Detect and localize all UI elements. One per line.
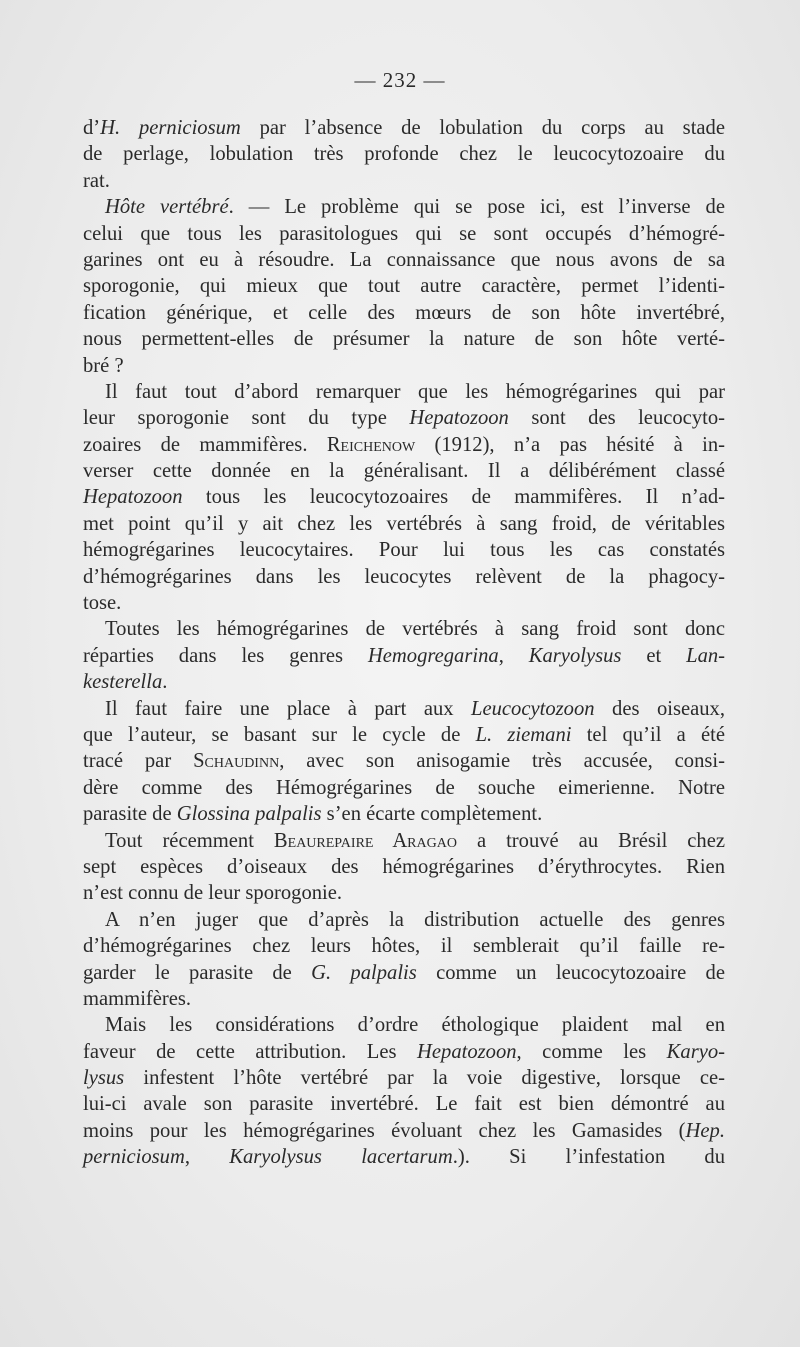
text-line: d’hémogrégarines dans les leucocytes relèvent de la phagocy-: [83, 565, 725, 588]
text-line: leur sporogonie sont du type Hepatozoon sont des leucocyto-: [83, 407, 725, 430]
text-line: garder le parasite de G. palpalis comme un leucocytozoaire de: [83, 961, 725, 984]
text-line: tracé par Schaudinn, avec son anisogamie très accusée, consi-: [83, 750, 725, 773]
text-line: réparties dans les genres Hemogregarina, Karyolysus et Lan-: [83, 644, 726, 667]
text-line: parasite de Glossina palpalis s’en écarte complètement.: [83, 803, 543, 826]
text-line: met point qu’il y ait chez les vertébrés à sang froid, de véritables: [83, 512, 725, 535]
text-line: perniciosum, Karyolysus lacertarum.). Si l’infestation du: [83, 1146, 725, 1169]
text-line: mammifères.: [83, 987, 192, 1010]
text-line: Mais les considérations d’ordre éthologique plaident mal en: [105, 1014, 725, 1037]
text-line: Il faut faire une place à part aux Leucocytozoon des oiseaux,: [105, 697, 725, 720]
text-line: bré ?: [83, 354, 124, 377]
text-line: Hepatozoon tous les leucocytozoaires de mammifères. Il n’ad-: [83, 486, 725, 509]
text-line: lysus infestent l’hôte vertébré par la voie digestive, lorsque ce-: [83, 1067, 725, 1090]
text-line: hémogrégarines leucocytaires. Pour lui tous les cas constatés: [83, 539, 725, 562]
text-line: kesterella.: [83, 671, 168, 694]
text-line: Toutes les hémogrégarines de vertébrés à sang froid sont donc: [105, 618, 725, 641]
text-line: verser cette donnée en la généralisant. Il a délibérément classé: [83, 460, 725, 483]
text-line: moins pour les hémogrégarines évoluant chez les Gamasides (Hep.: [83, 1119, 725, 1142]
text-line: zoaires de mammifères. Reichenow (1912), n’a pas hésité à in-: [83, 433, 725, 456]
text-line: lui-ci avale son parasite invertébré. Le fait est bien démontré au: [83, 1093, 725, 1116]
text-line: faveur de cette attribution. Les Hepatozoon, comme les Karyo-: [83, 1040, 725, 1063]
text-line: Hôte vertébré. — Le problème qui se pose ici, est l’inverse de: [105, 196, 725, 219]
text-line: sporogonie, qui mieux que tout autre caractère, permet l’identi-: [83, 275, 725, 298]
text-line: d’hémogrégarines chez leurs hôtes, il semblerait qu’il faille re-: [83, 935, 725, 958]
text-line: garines ont eu à résoudre. La connaissance que nous avons de sa: [83, 248, 725, 271]
text-line: rat.: [83, 169, 110, 192]
text-line: fication générique, et celle des mœurs de son hôte invertébré,: [83, 301, 725, 324]
body-text: [83, 115, 725, 1171]
text-line: dère comme des Hémogrégarines de souche eimerienne. Notre: [83, 776, 725, 799]
text-line: sept espèces d’oiseaux des hémogrégarines d’érythrocytes. Rien: [83, 855, 725, 878]
text-line: celui que tous les parasitologues qui se sont occupés d’hémogré-: [83, 222, 725, 245]
text-line: n’est connu de leur sporogonie.: [83, 882, 343, 905]
text-line: tose.: [83, 592, 122, 615]
text-line: Il faut tout d’abord remarquer que les hémogrégarines qui par: [105, 380, 725, 403]
text-line: A n’en juger que d’après la distribution actuelle des genres: [105, 908, 725, 931]
page-number: — 232 —: [354, 68, 446, 92]
text-line: nous permettent-elles de présumer la nature de son hôte verté-: [83, 328, 725, 351]
text-line: d’H. perniciosum par l’absence de lobulation du corps au stade: [83, 117, 725, 139]
text-line: Tout récemment Beaurepaire Aragao a trouvé au Brésil chez: [105, 829, 725, 852]
text-line: que l’auteur, se basant sur le cycle de L. ziemani tel qu’il a été: [83, 723, 726, 746]
text-line: de perlage, lobulation très profonde chez le leucocytozoaire du: [83, 143, 725, 166]
